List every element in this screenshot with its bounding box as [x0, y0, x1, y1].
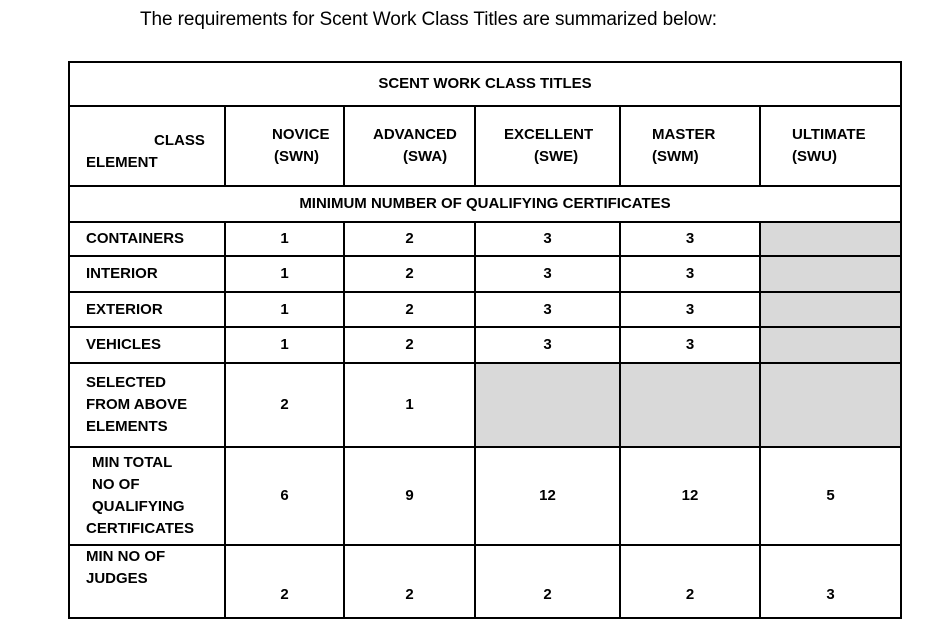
row-label-line: CERTIFICATES [86, 520, 195, 537]
column-header-advanced-abbr: (SWA) [403, 148, 448, 165]
row-label [69, 327, 225, 363]
table-row [69, 327, 901, 363]
column-header-novice-abbr: (SWN) [274, 148, 319, 165]
table-cell: 1 [225, 256, 344, 292]
column-header-excellent [475, 106, 620, 186]
row-label-line: INTERIOR [86, 265, 158, 282]
row-label-line: QUALIFYING [92, 498, 185, 515]
column-header-advanced-name: ADVANCED [373, 126, 457, 143]
header-row [69, 106, 901, 186]
row-label-line: NO OF [92, 476, 140, 493]
row-label [69, 363, 225, 447]
table-cell: 2 [225, 545, 344, 618]
column-header-excellent-name: EXCELLENT [504, 126, 594, 143]
table-cell: 3 [620, 327, 760, 363]
intro-text: The requirements for Scent Work Class Titles are summarized below: [140, 9, 717, 30]
table-cell: 12 [620, 447, 760, 545]
table-row [69, 363, 901, 447]
row-label [69, 256, 225, 292]
table-cell: 6 [225, 447, 344, 545]
row-label-line: MIN TOTAL [92, 454, 173, 471]
table-cell: 3 [475, 292, 620, 327]
table-cell: 1 [225, 292, 344, 327]
table-cell: 3 [620, 292, 760, 327]
caption-row [69, 62, 901, 106]
row-label [69, 545, 225, 618]
table-row [69, 545, 901, 618]
scent-work-class-titles-table [68, 61, 902, 619]
table-cell: 1 [225, 222, 344, 256]
section-row [69, 186, 901, 222]
row-label-line: EXTERIOR [86, 300, 163, 318]
shaded-cell [760, 327, 901, 363]
table-cell: 1 [344, 363, 475, 447]
table-cell: 2 [344, 222, 475, 256]
shaded-cell [760, 292, 901, 327]
column-header-master-name: MASTER [652, 126, 716, 143]
table-cell: 1 [225, 327, 344, 363]
table-cell: 5 [760, 447, 901, 545]
shaded-cell [760, 363, 901, 447]
row-label-line: SELECTED [86, 374, 167, 391]
table-cell: 3 [620, 256, 760, 292]
table-cell: 3 [620, 222, 760, 256]
row-label [69, 447, 225, 545]
table-cell: 3 [475, 222, 620, 256]
column-header-master-abbr: (SWM) [652, 148, 699, 165]
row-label-line: ELEMENTS [86, 418, 168, 435]
table-cell: 2 [344, 256, 475, 292]
shaded-cell [760, 256, 901, 292]
table-cell: 2 [344, 292, 475, 327]
column-header-ultimate-abbr: (SWU) [792, 148, 837, 165]
table-cell: 12 [475, 447, 620, 545]
row-label [69, 292, 225, 327]
table-cell: 2 [225, 363, 344, 447]
column-header-novice-name: NOVICE [272, 126, 330, 143]
table-row [69, 292, 901, 327]
shaded-cell [475, 363, 620, 447]
table-cell: 3 [475, 327, 620, 363]
column-header-excellent-abbr: (SWE) [534, 148, 579, 165]
table-caption: SCENT WORK CLASS TITLES [69, 62, 901, 106]
row-label [69, 222, 225, 256]
table-cell: 3 [475, 256, 620, 292]
table-cell: 2 [344, 327, 475, 363]
class-element-header [69, 106, 225, 186]
column-header-advanced [344, 106, 475, 186]
table-row [69, 256, 901, 292]
table-row [69, 447, 901, 545]
row-label-line: FROM ABOVE [86, 396, 188, 413]
table-row [69, 222, 901, 256]
table-cell: 9 [344, 447, 475, 545]
row-label-line: VEHICLES [86, 336, 162, 353]
shaded-cell [760, 222, 901, 256]
table-cell: 3 [760, 545, 901, 618]
shaded-cell [620, 363, 760, 447]
column-header-novice [225, 106, 344, 186]
table-cell: 2 [344, 545, 475, 618]
corner-element-label: ELEMENT [86, 154, 158, 171]
row-label-line: MIN NO OF [86, 548, 166, 565]
column-header-master [620, 106, 760, 186]
column-header-ultimate-name: ULTIMATE [792, 126, 866, 143]
table-cell: 2 [475, 545, 620, 618]
row-label-line: JUDGES [86, 570, 148, 587]
table-cell: 2 [620, 545, 760, 618]
corner-class-label: CLASS [154, 132, 205, 149]
section-title: MINIMUM NUMBER OF QUALIFYING CERTIFICATES [69, 186, 901, 222]
column-header-ultimate [760, 106, 901, 186]
row-label-line: CONTAINERS [86, 230, 185, 247]
